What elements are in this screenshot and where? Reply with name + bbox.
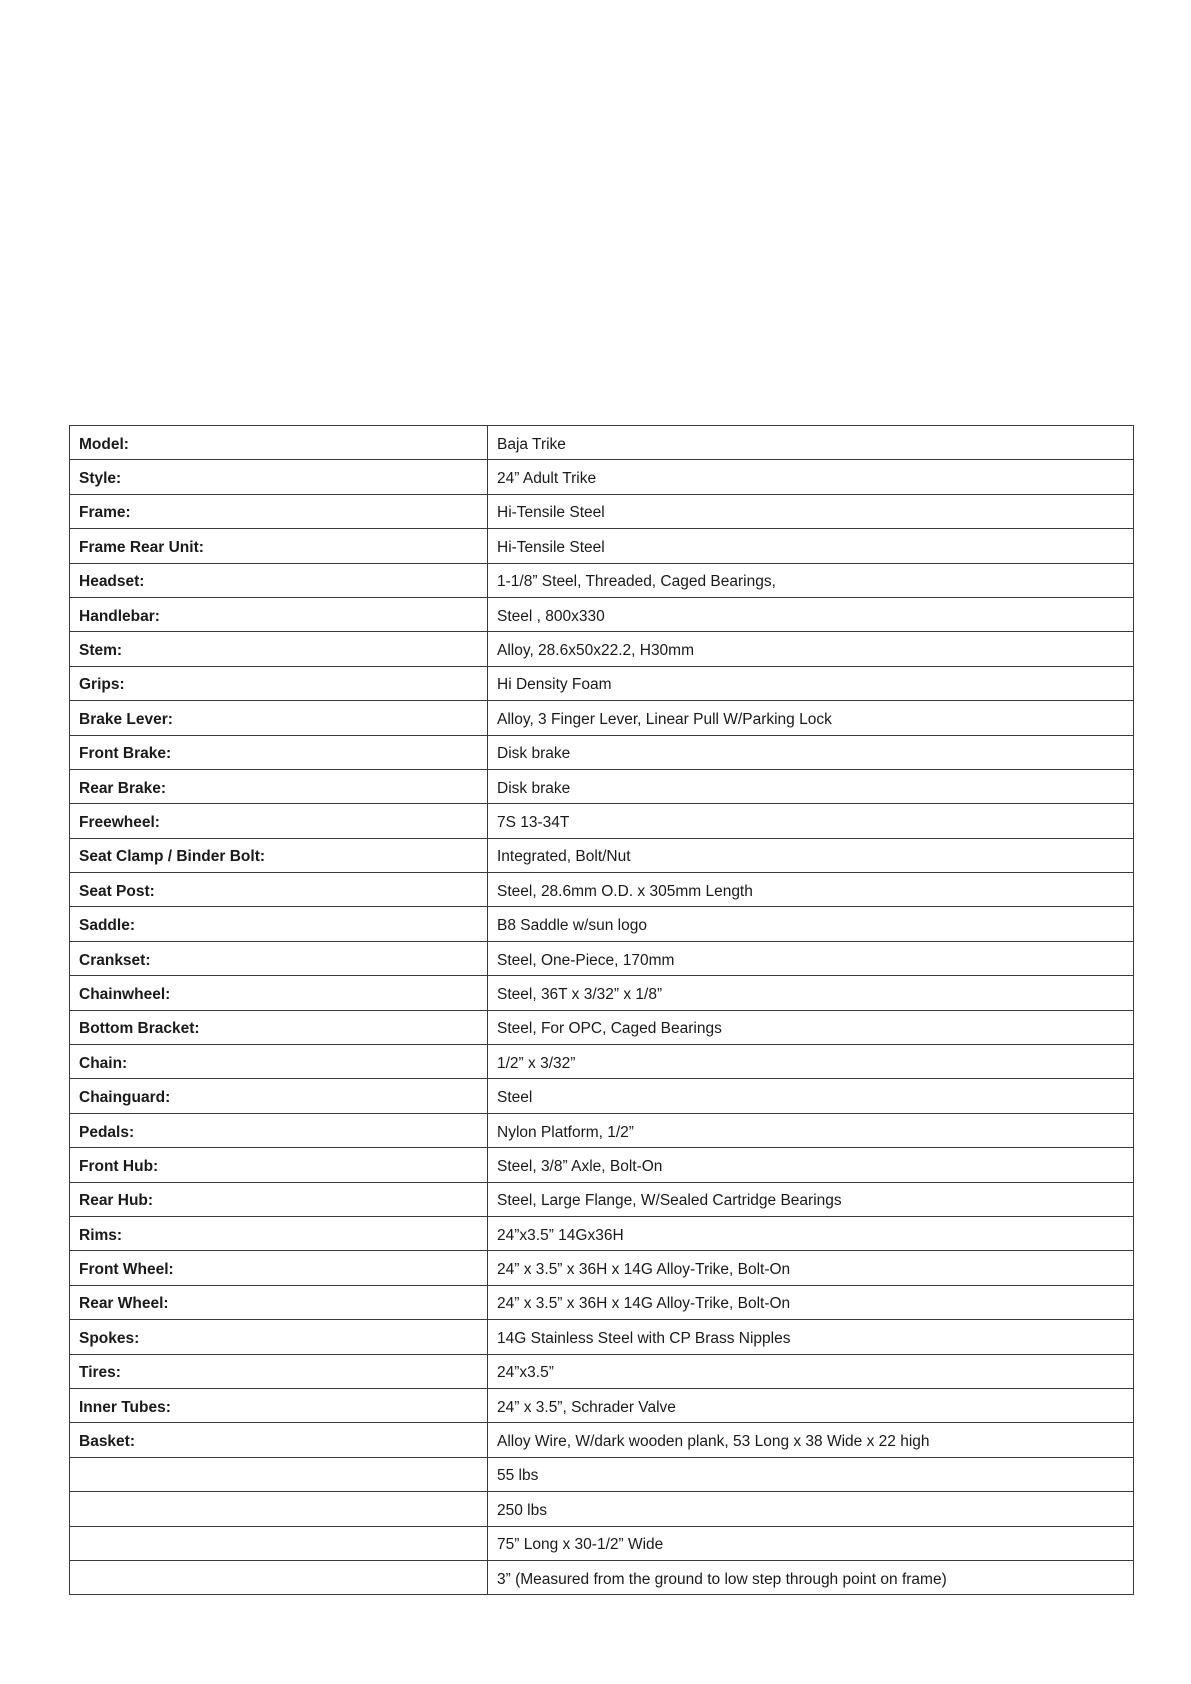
table-row xyxy=(70,666,1134,700)
table-row xyxy=(70,1354,1134,1388)
spec-label xyxy=(70,1457,488,1491)
spec-label: Rear Wheel: xyxy=(70,1285,488,1319)
spec-label: Handlebar: xyxy=(70,597,488,631)
spec-label: Chainguard: xyxy=(70,1079,488,1113)
spec-value: 55 lbs xyxy=(488,1457,1134,1491)
spec-value: Hi-Tensile Steel xyxy=(488,529,1134,563)
spec-value: 24” x 3.5”, Schrader Valve xyxy=(488,1388,1134,1422)
spec-value: 24” x 3.5” x 36H x 14G Alloy-Trike, Bolt-On xyxy=(488,1285,1134,1319)
table-row xyxy=(70,460,1134,494)
spec-label xyxy=(70,1526,488,1560)
spec-label: Stem: xyxy=(70,632,488,666)
table-row xyxy=(70,529,1134,563)
spec-label: Grips: xyxy=(70,666,488,700)
spec-label: Inner Tubes: xyxy=(70,1388,488,1422)
table-row xyxy=(70,804,1134,838)
spec-label: Seat Post: xyxy=(70,873,488,907)
spec-label: Front Hub: xyxy=(70,1148,488,1182)
table-row xyxy=(70,1457,1134,1491)
spec-value: 24”x3.5” xyxy=(488,1354,1134,1388)
spec-value: 24”x3.5” 14Gx36H xyxy=(488,1216,1134,1250)
table-row xyxy=(70,907,1134,941)
table-row xyxy=(70,632,1134,666)
spec-label: Spokes: xyxy=(70,1320,488,1354)
spec-value: Disk brake xyxy=(488,769,1134,803)
spec-value: 3” (Measured from the ground to low step through point on frame) xyxy=(488,1560,1134,1594)
spec-value: Steel, Large Flange, W/Sealed Cartridge Bearings xyxy=(488,1182,1134,1216)
table-row xyxy=(70,1148,1134,1182)
spec-value: Integrated, Bolt/Nut xyxy=(488,838,1134,872)
spec-label: Crankset: xyxy=(70,941,488,975)
table-row xyxy=(70,597,1134,631)
spec-value: Steel, 36T x 3/32” x 1/8” xyxy=(488,976,1134,1010)
spec-value: 14G Stainless Steel with CP Brass Nipples xyxy=(488,1320,1134,1354)
spec-label: Front Wheel: xyxy=(70,1251,488,1285)
table-row xyxy=(70,1388,1134,1422)
spec-value: 75” Long x 30-1/2” Wide xyxy=(488,1526,1134,1560)
table-row xyxy=(70,1045,1134,1079)
spec-label: Saddle: xyxy=(70,907,488,941)
table-row xyxy=(70,1010,1134,1044)
spec-value: Alloy, 3 Finger Lever, Linear Pull W/Parking Lock xyxy=(488,701,1134,735)
table-row xyxy=(70,1560,1134,1594)
spec-value: Steel, One-Piece, 170mm xyxy=(488,941,1134,975)
spec-value: B8 Saddle w/sun logo xyxy=(488,907,1134,941)
spec-label: Headset: xyxy=(70,563,488,597)
table-row xyxy=(70,1423,1134,1457)
table-row xyxy=(70,838,1134,872)
spec-label: Tires: xyxy=(70,1354,488,1388)
spec-label: Frame Rear Unit: xyxy=(70,529,488,563)
table-row xyxy=(70,976,1134,1010)
table-row xyxy=(70,701,1134,735)
table-row xyxy=(70,1079,1134,1113)
table-row xyxy=(70,873,1134,907)
spec-value: Disk brake xyxy=(488,735,1134,769)
table-row xyxy=(70,735,1134,769)
spec-label: Rear Brake: xyxy=(70,769,488,803)
spec-label: Chain: xyxy=(70,1045,488,1079)
table-row xyxy=(70,1113,1134,1147)
table-row xyxy=(70,494,1134,528)
table-row xyxy=(70,941,1134,975)
spec-label: Model: xyxy=(70,426,488,460)
table-row xyxy=(70,769,1134,803)
spec-label: Frame: xyxy=(70,494,488,528)
spec-value: Steel, For OPC, Caged Bearings xyxy=(488,1010,1134,1044)
table-row xyxy=(70,1251,1134,1285)
spec-label: Style: xyxy=(70,460,488,494)
spec-value: 24” Adult Trike xyxy=(488,460,1134,494)
spec-label: Brake Lever: xyxy=(70,701,488,735)
spec-label: Rear Hub: xyxy=(70,1182,488,1216)
table-row xyxy=(70,563,1134,597)
table-row xyxy=(70,1216,1134,1250)
spec-value: 1/2” x 3/32” xyxy=(488,1045,1134,1079)
spec-label: Seat Clamp / Binder Bolt: xyxy=(70,838,488,872)
spec-label: Freewheel: xyxy=(70,804,488,838)
spec-value: Steel, 28.6mm O.D. x 305mm Length xyxy=(488,873,1134,907)
spec-value: Hi Density Foam xyxy=(488,666,1134,700)
spec-label: Basket: xyxy=(70,1423,488,1457)
spec-table xyxy=(69,425,1134,1595)
table-row xyxy=(70,1285,1134,1319)
spec-value: Nylon Platform, 1/2” xyxy=(488,1113,1134,1147)
spec-label: Pedals: xyxy=(70,1113,488,1147)
spec-value: Steel , 800x330 xyxy=(488,597,1134,631)
table-row xyxy=(70,1320,1134,1354)
spec-label xyxy=(70,1560,488,1594)
table-row xyxy=(70,1526,1134,1560)
spec-value: Alloy Wire, W/dark wooden plank, 53 Long x 38 Wide x 22 high xyxy=(488,1423,1134,1457)
spec-label: Chainwheel: xyxy=(70,976,488,1010)
spec-label: Front Brake: xyxy=(70,735,488,769)
spec-value: Steel, 3/8” Axle, Bolt-On xyxy=(488,1148,1134,1182)
spec-value: 7S 13-34T xyxy=(488,804,1134,838)
spec-value: 1-1/8” Steel, Threaded, Caged Bearings, xyxy=(488,563,1134,597)
table-row xyxy=(70,1492,1134,1526)
spec-value: Steel xyxy=(488,1079,1134,1113)
table-row xyxy=(70,1182,1134,1216)
spec-table-body xyxy=(70,426,1134,1595)
spec-label: Rims: xyxy=(70,1216,488,1250)
spec-value: Alloy, 28.6x50x22.2, H30mm xyxy=(488,632,1134,666)
spec-label: Bottom Bracket: xyxy=(70,1010,488,1044)
spec-label xyxy=(70,1492,488,1526)
spec-value: Hi-Tensile Steel xyxy=(488,494,1134,528)
spec-value: 24” x 3.5” x 36H x 14G Alloy-Trike, Bolt-On xyxy=(488,1251,1134,1285)
spec-value: 250 lbs xyxy=(488,1492,1134,1526)
table-row xyxy=(70,426,1134,460)
spec-value: Baja Trike xyxy=(488,426,1134,460)
